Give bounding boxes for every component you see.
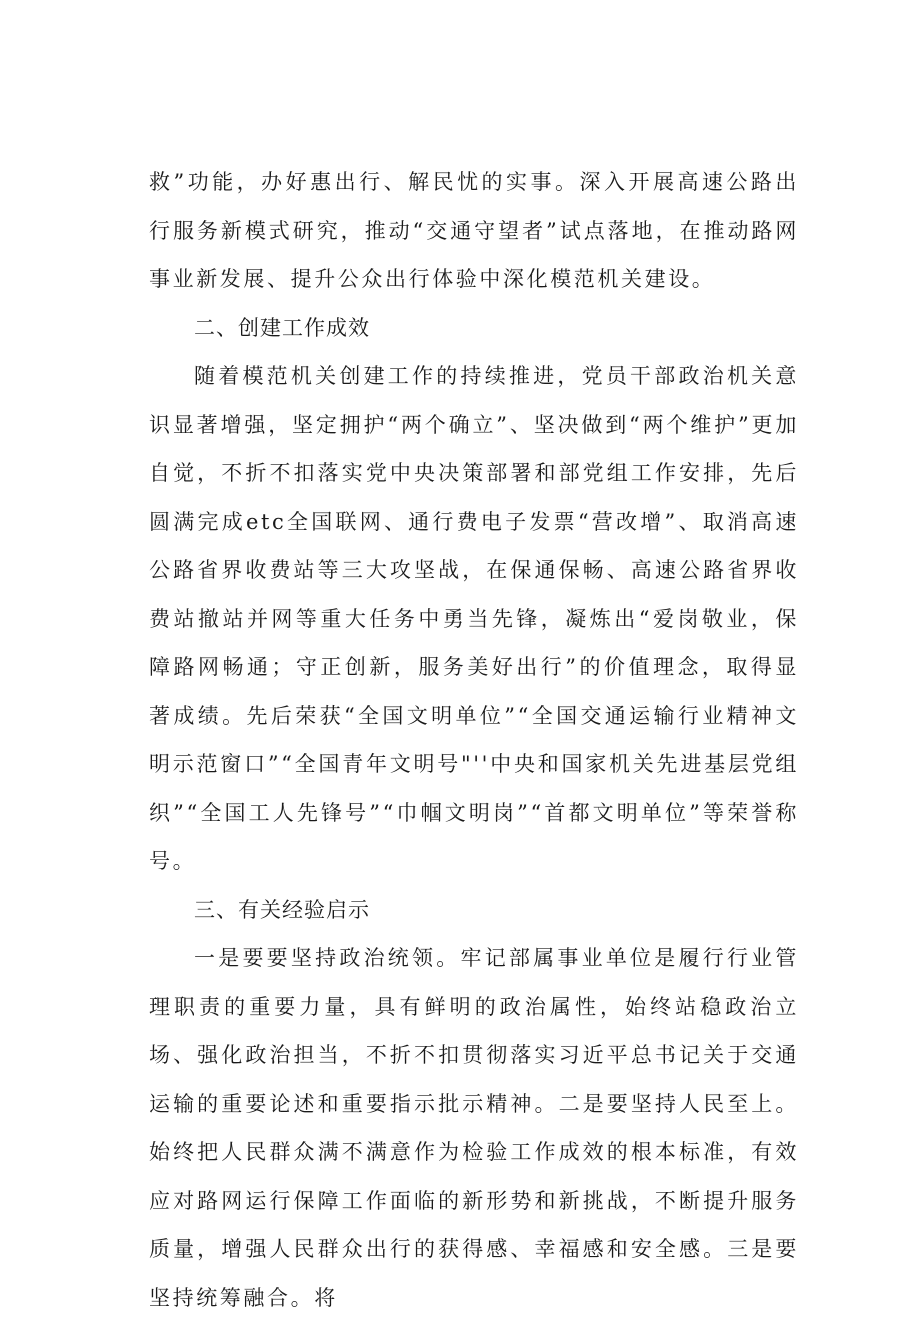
section-heading-2: 二、创建工作成效 [194,315,370,340]
paragraph-results: 随着模范机关创建工作的持续推进，党员干部政治机关意识显著增强，坚定拥护“两个确立”、坚决做到“两个维护”更加自觉，不折不扣落实党中央决策部署和部党组工作安排，先后圆满完成etc全国联网、通行费电子发票“营改增”、取消高速公路省界收费站等三大攻坚战，在保通保畅、高速公路省界收费站撤站并网等重大任务中勇当先锋，凝炼出“爱岗敬业，保障路网畅通；守正创新，服务美好出行”的价值理念，取得显著成绩。先后荣获“全国文明单位”“全国交通运输行业精神文明示范窗口”“全国青年文明号"''中央和国家机关先进基层党组织”“全国工人先锋号”“巾帼文明岗”“首都文明单位”等荣誉称号。 [149,364,799,873]
paragraph-lessons: 一是要要坚持政治统领。牢记部属事业单位是履行行业管理职责的重要力量，具有鲜明的政治属性，始终站稳政治立场、强化政治担当，不折不扣贯彻落实习近平总书记关于交通运输的重要论述和重要指示批示精神。二是要坚持人民至上。始终把人民群众满不满意作为检验工作成效的根本标准，有效应对路网运行保障工作面临的新形势和新挑战，不断提升服务质量，增强人民群众出行的获得感、幸福感和安全感。三是要坚持统筹融合。将 [149,946,799,1310]
paragraph-continuation: 救”功能，办好惠出行、解民忧的实事。深入开展高速公路出行服务新模式研究，推动“交通守望者”试点落地，在推动路网事业新发展、提升公众出行体验中深化模范机关建设。 [149,170,799,291]
document-body [149,158,799,1322]
section-heading-3: 三、有关经验启示 [194,897,370,922]
